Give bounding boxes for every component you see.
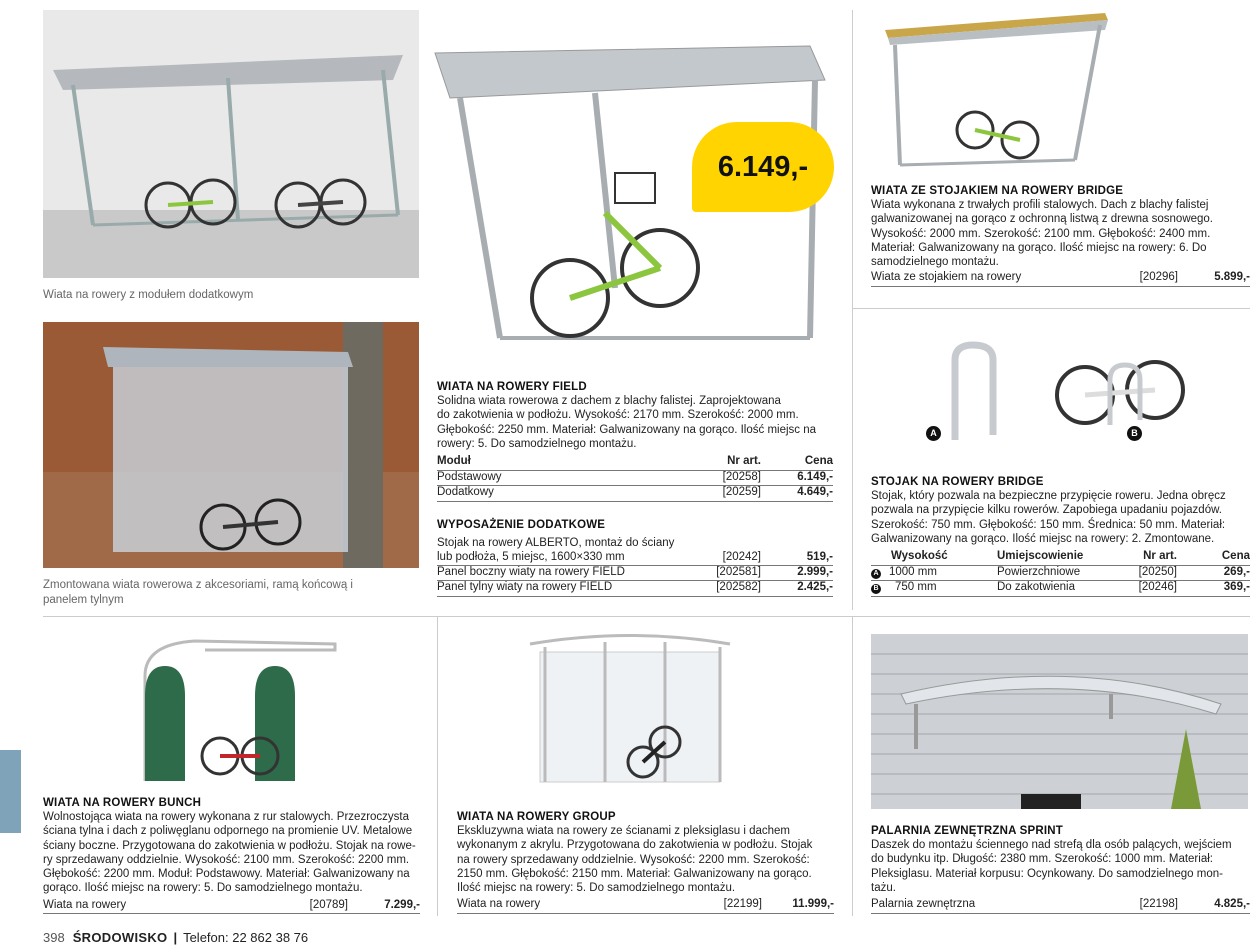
column-divider-bottom-1 [437,616,438,916]
price-bubble: 6.149,- [692,122,834,212]
bunch-shelter-photo [135,636,340,786]
bridge-product [871,185,1250,287]
badge-b-small: B [871,584,881,594]
table-row: Dodatkowy [20259] 4.649,- [437,486,833,502]
bridge-description: Wiata wykonana z trwałych profili stalowych. Dach z blachy falistej galwanizowanej na gorąco z ochronną listwą z drewna sosnowego. Wysokość: 2000 mm. Szerokość: 2100 mm. Głębokość: 2400 mm. Materiał: Galwanizowany na gorąco. Ilość miejsc na rowery: 6. Do samodzielnego montażu. [871,199,1214,269]
group-title: WIATA NA ROWERY GROUP [457,811,616,823]
field-product [437,381,833,597]
caption-module: Wiata na rowery z modułem dodatkowym [43,289,254,301]
bridge-shelter-photo [880,10,1110,175]
accessories-title: WYPOSAŻENIE DODATKOWE [437,518,606,531]
shelter-assembled-photo [43,322,419,568]
footer-phone: Telefon: 22 862 38 76 [183,930,309,945]
rack-a-photo [945,340,1005,445]
table-row: Wiata na rowery [22199] 11.999,- [457,898,834,914]
group-product [457,811,834,914]
table-row: Panel boczny wiaty na rowery FIELD [202581] 2.999,- [437,566,833,582]
bunch-product [43,797,420,914]
table-row: Panel tylny wiaty na rowery FIELD [202582] 2.425,- [437,581,833,597]
row-divider-bottom [43,616,1250,617]
section-name: ŚRODOWISKO [72,930,168,945]
rack-price-table [871,550,1250,597]
accessories-table [437,536,833,597]
rack-product [871,476,1250,597]
row-divider-right [852,308,1250,309]
page-number: 398 [43,930,65,945]
table-row: A 1000 mm Powierzchniowe [20250] 269,- [871,566,1250,582]
rack-b-photo [1050,325,1190,445]
badge-a: A [926,426,941,441]
table-row: B 750 mm Do zakotwienia [20246] 369,- [871,581,1250,597]
field-description: Solidna wiata rowerowa z dachem z blachy falistej. Zaprojektowana do zakotwienia w podłożu. Wysokość: 2170 mm. Szerokość: 2000 mm. Głębokość: 2250 mm. Materiał: Galwanizowany na gorąco. Ilość miejsc na rowery: 5. Do samodzielnego montażu. [437,395,817,450]
table-row: Wiata na rowery [20789] 7.299,- [43,899,420,915]
table-row: Wiata ze stojakiem na rowery [20296] 5.899,- [871,271,1250,287]
sprint-product [871,825,1250,914]
table-row: Palarnia zewnętrzna [22198] 4.825,- [871,898,1250,914]
group-description: Ekskluzywna wiata na rowery ze ścianami z pleksiglasu i dachem wykonanym z akrylu. Przygotowana do zakotwienia w podłożu. Stojak na rowery sprzedawany oddzielnie. Wysokość: 2200 mm. Szerokość: 2150 mm. Głębokość: 2150 mm. Materiał: Galwanizowany na gorąco. Ilość miejsc na rowery: 5. Do samodzielnego montażu. [457,825,813,895]
shelter-module-photo [43,10,419,278]
column-divider-right [852,10,853,610]
rack-description: Stojak, który pozwala na bezpieczne przypięcie roweru. Jedna obręcz pozwala na przypięcie kilku rowerów. Zapobiega upadaniu pojazdów. Szerokość: 750 mm. Głębokość: 150 mm. Średnica: 50 mm. Materiał: Galwanizowany na gorąco. Ilość miejsc na rowery: 2. Zmontowane. [871,490,1226,545]
table-header: Wysokość Umiejscowienie Nr art. Cena [871,550,1250,566]
bunch-title: WIATA NA ROWERY BUNCH [43,797,202,809]
table-row: Podstawowy [20258] 6.149,- [437,471,833,487]
rack-title: STOJAK NA ROWERY BRIDGE [871,476,1044,488]
field-title: WIATA NA ROWERY FIELD [437,381,587,393]
table-header: Moduł Nr art. Cena [437,455,833,471]
column-divider-bottom-2 [852,616,853,916]
caption-assembled: Zmontowana wiata rowerowa z akcesoriami, ramą końcową i panelem tylnym [43,579,353,606]
section-side-tab [0,750,21,833]
bunch-description: Wolnostojąca wiata na rowery wykonana z rur stalowych. Przezroczysta ściana tylna i dach z poliwęglanu odpornego na promienie UV. Metalowe ściany boczne. Przygotowana do zakotwienia w podłożu. Stojak na rowe- ry sprzedawany oddzielnie. Wysokość: 2100 mm. Szerokość: 2200 mm. Głębokość: 2200 mm. Moduł: Podstawowy. Materiał: Galwanizowany na gorąco. Ilość miejsc na rowery: 5. Do samodzielnego montażu. [43,811,416,895]
badge-a-small: A [871,569,881,579]
sprint-smoking-shelter-photo [871,634,1248,809]
sprint-description: Daszek do montażu ściennego nad strefą dla osób palących, wejściem do budynku itp. Długość: 2380 mm. Szerokość: 1000 mm. Materiał: Pleksiglasu. Materiał korpusu: Ocynkowany. Do samodzielnego mon- tażu. [871,839,1232,894]
sprint-title: PALARNIA ZEWNĘTRZNA SPRINT [871,825,1063,837]
group-shelter-photo [525,632,735,792]
badge-b: B [1127,426,1142,441]
table-row: Stojak na rowery ALBERTO, montaż do ściany lub podłoża, 5 miejsc, 1600×330 mm [20242] 519,- [437,536,833,566]
footer-separator: | [173,930,178,945]
page-footer [43,930,308,945]
bridge-title: WIATA ZE STOJAKIEM NA ROWERY BRIDGE [871,185,1124,197]
field-price-table [437,455,833,502]
